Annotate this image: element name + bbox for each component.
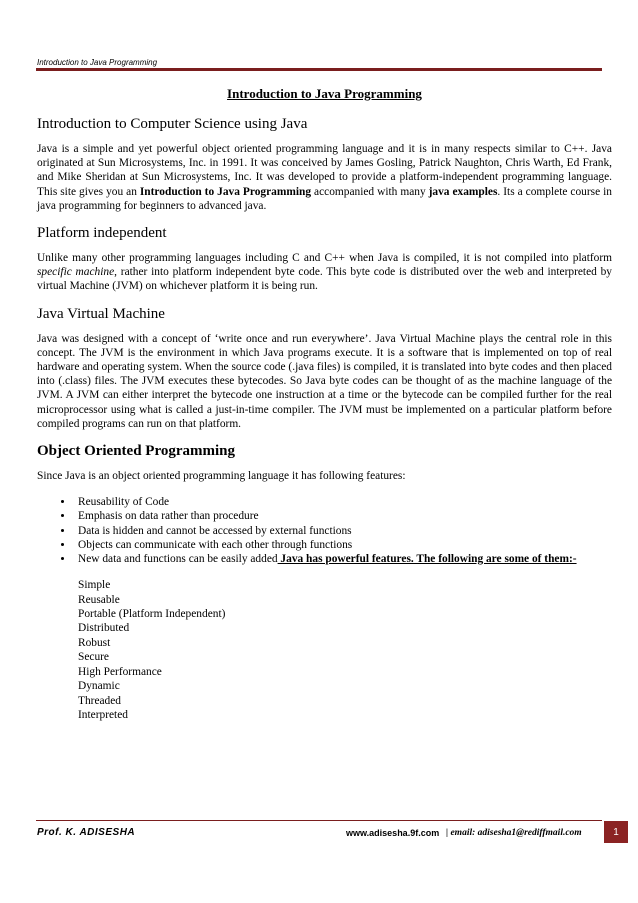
feature-item: Interpreted [78, 708, 128, 721]
page-content [37, 86, 612, 722]
section-heading-oop: Object Oriented Programming [37, 443, 236, 460]
footer-website: www.adisesha.9f.com [346, 828, 440, 838]
paragraph-platform: Unlike many other programming languages including C and C++ when Java is compiled, it is not compiled into platform specific machine, rather into platform independent byte code. This byte code is distributed over the web and interpreted by virtual Machine (JVM) on whichever platform it is being run. [37, 252, 612, 293]
list-item: • Emphasis on data rather than procedure [74, 509, 612, 523]
paragraph-intro: Java is a simple and yet powerful object oriented programming language and it is in many respects similar to C++. Java originated at Sun Microsystems, Inc. in 1991. It was conceived by James Gosling, Patrick Naughton, Chris Warth, Ed Frank, and Mike Sheridan at Sun Microsystems, Inc. It was developed to provide a platform-independent programming language. This site gives you an Introduction to Java Programming accompanied with many java examples. Its a complete course in java programming for beginners to advanced java. [37, 143, 612, 212]
list-item: • Reusability of Code [74, 495, 612, 509]
running-header: Introduction to Java Programming [37, 58, 158, 67]
feature-item: Portable (Platform Independent) [78, 608, 226, 621]
feature-item: High Performance [78, 665, 162, 678]
feature-list [74, 578, 612, 722]
oop-bullet-list [37, 495, 612, 566]
page-number: 1 [604, 821, 628, 843]
feature-item: Robust [78, 636, 111, 649]
paragraph-oop-intro: Since Java is an object oriented programming language it has following features: [37, 470, 406, 483]
feature-item: Dynamic [78, 680, 120, 693]
feature-item: Distributed [78, 622, 130, 635]
feature-item: Secure [78, 651, 109, 664]
list-item: • New data and functions can be easily added Java has powerful features. The following are some of them:- [74, 552, 612, 566]
footer-author: Prof. K. ADISESHA [37, 827, 136, 838]
feature-item: Threaded [78, 694, 122, 707]
document-title: Introduction to Java Programming [227, 86, 422, 101]
feature-item: Simple [78, 579, 111, 592]
section-heading-platform: Platform independent [37, 225, 167, 242]
section-heading-intro: Introduction to Computer Science using Java [37, 116, 308, 132]
feature-item: Reusable [78, 593, 120, 606]
footer-email: | email: adisesha1@rediffmail.com [446, 828, 582, 838]
list-item: • Objects can communicate with each other through functions [74, 538, 612, 552]
header-rule [36, 68, 638, 72]
list-item: • Data is hidden and cannot be accessed by external functions [74, 524, 612, 538]
footer-rule [36, 820, 602, 821]
paragraph-jvm: Java was designed with a concept of ‘write once and run everywhere’. Java Virtual Machine plays the central role in this concept. The JVM is the environment in which Java programs execute. It is a software that is implemented on top of real hardware and operating system. When the source code (.java files) is compiled, it is translated into byte codes and then placed into (.class) files. The JVM executes these bytecodes. So Java byte codes can be thought of as the machine language of the JVM. A JVM can either interpret the bytecode one instruction at a time or the bytecode can be compiled further for the real microprocessor using what is called a just-in-time compiler. The JVM must be implemented on a particular platform before compiled programs can run on that platform. [37, 332, 612, 430]
section-heading-jvm: Java Virtual Machine [37, 305, 165, 322]
